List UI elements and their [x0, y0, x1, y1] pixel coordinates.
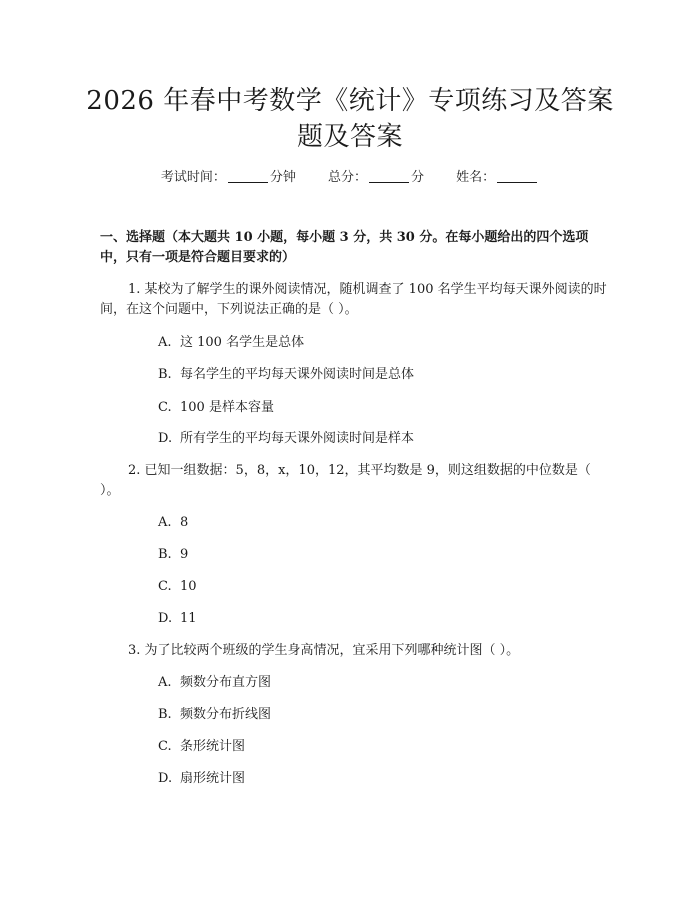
option-text: 扇形统计图 — [180, 771, 246, 786]
exam-time-field — [161, 168, 296, 188]
total-score-blank — [369, 168, 409, 183]
option-1b — [158, 365, 414, 385]
total-score-unit: 分 — [411, 170, 425, 185]
option-letter: A. — [158, 335, 172, 350]
option-1c — [158, 398, 274, 418]
option-text: 11 — [180, 611, 197, 626]
question-2 — [100, 461, 610, 501]
question-3 — [100, 641, 610, 661]
question-number: 2. — [128, 463, 141, 478]
option-letter: B. — [158, 367, 172, 382]
option-text: 9 — [180, 547, 189, 562]
option-letter: C. — [158, 739, 172, 754]
document-title-continued: 题及答案 — [296, 122, 403, 152]
exam-time-label: 考试时间： — [160, 170, 226, 185]
option-1a — [158, 333, 304, 353]
exam-time-unit: 分钟 — [269, 170, 296, 185]
option-letter: B. — [158, 547, 172, 562]
option-2d — [158, 609, 197, 629]
option-text: 8 — [180, 515, 189, 530]
option-text: 10 — [180, 579, 197, 594]
option-letter: A. — [158, 675, 172, 690]
option-text: 这 100 名学生是总体 — [180, 335, 305, 350]
option-3b — [158, 705, 271, 725]
exam-meta-line — [0, 168, 700, 188]
option-text: 频数分布直方图 — [180, 675, 272, 690]
document-title: 2026 年春中考数学《统计》专项练习及答案 — [86, 86, 614, 116]
option-2b — [158, 545, 188, 565]
option-1d — [158, 429, 414, 449]
option-text: 频数分布折线图 — [180, 707, 272, 722]
option-letter: D. — [158, 771, 173, 786]
student-name-blank — [497, 168, 537, 183]
option-letter: D. — [158, 431, 173, 446]
option-3c — [158, 737, 245, 757]
option-letter: C. — [158, 579, 172, 594]
question-number: 1. — [128, 282, 141, 297]
total-score-label: 总分： — [327, 170, 367, 185]
student-name-label: 姓名： — [456, 170, 496, 185]
option-text: 条形统计图 — [180, 739, 246, 754]
option-2a — [158, 513, 188, 533]
total-score-field — [328, 168, 424, 188]
question-number: 3. — [128, 643, 141, 658]
option-letter: A. — [158, 515, 172, 530]
option-text: 所有学生的平均每天课外阅读时间是样本 — [180, 431, 415, 446]
option-3d — [158, 769, 245, 789]
option-text: 100 是样本容量 — [180, 400, 274, 415]
exam-time-blank — [228, 168, 268, 183]
option-text: 每名学生的平均每天课外阅读时间是总体 — [180, 367, 415, 382]
question-text: 某校为了解学生的课外阅读情况，随机调查了 100 名学生平均每天课外阅读的时间，在这个问题中，下列说法正确的是（ ）。 — [100, 282, 607, 317]
question-1 — [100, 280, 610, 320]
question-text: 为了比较两个班级的学生身高情况，宜采用下列哪种统计图（ ）。 — [144, 643, 520, 658]
student-name-field — [456, 168, 539, 188]
section-heading: 一、选择题（本大题共 10 小题，每小题 3 分，共 30 分。在每小题给出的四个选项中，只有一项是符合题目要求的） — [100, 230, 589, 265]
option-letter: C. — [158, 400, 172, 415]
option-letter: D. — [158, 611, 173, 626]
question-text: 已知一组数据：5，8，x，10，12，其平均数是 9，则这组数据的中位数是（ ）。 — [100, 463, 591, 498]
option-letter: B. — [158, 707, 172, 722]
option-2c — [158, 577, 197, 597]
option-3a — [158, 673, 271, 693]
